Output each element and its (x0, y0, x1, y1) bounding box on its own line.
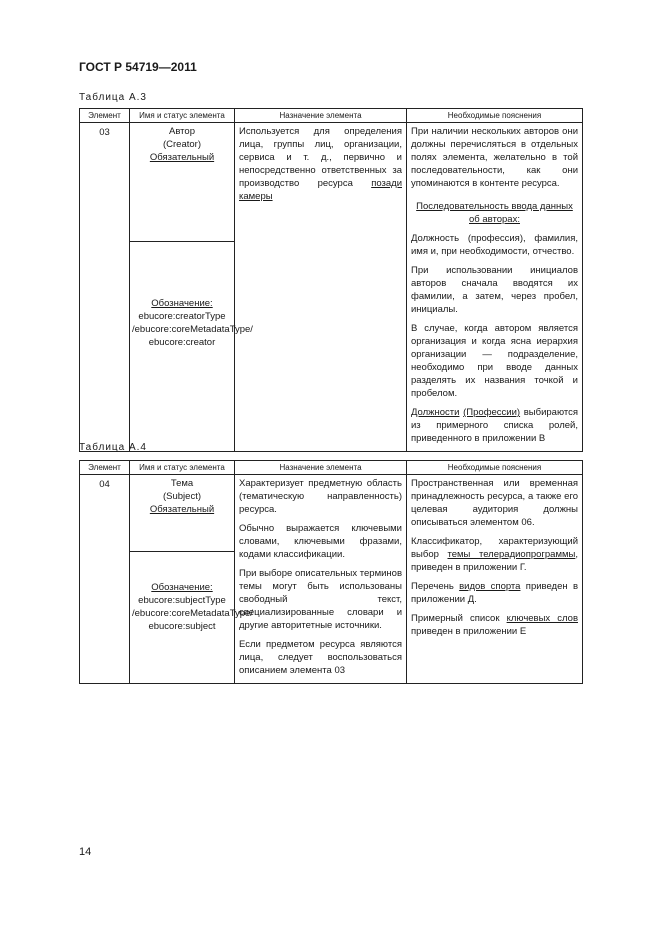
purpose-paragraph: Если предметом ресурса являются лица, следует воспользоваться описанием элемента 03 (239, 639, 402, 676)
name-box (130, 475, 234, 552)
table-a3 (79, 108, 583, 452)
purpose-text: Используется для определения лица, группы лиц, организации, сервиса и т. д., первично и непосредственно ответственных за производство ресурса (239, 126, 402, 189)
notes-cell (407, 475, 583, 684)
table-a4 (79, 460, 583, 684)
notes-paragraph: При наличии нескольких авторов они должны перечисляться в отдельных полях элемента, желательно в той последовательности, как они упоминаются в контенте ресурса. (411, 126, 578, 189)
notes-link: темы телерадиопрограммы (447, 549, 576, 560)
table-row (80, 123, 583, 285)
header-element: Элемент (80, 109, 130, 123)
element-status: Обязательный (149, 152, 215, 163)
element-number: 03 (80, 123, 130, 285)
element-name: Автор (169, 126, 195, 137)
designation-line: /ebucore:coreMetadataType/ (132, 324, 253, 335)
notes-text: приведен в приложении Д. (411, 581, 578, 605)
purpose-paragraph: Характеризует предметную область (тематическую направленность) ресурса. (239, 478, 402, 515)
notes-paragraph: Пространственная или временная принадлежность ресурса, а также его целевая аудитория должны описываться элементом 06. (411, 478, 578, 528)
designation-label: Обозначение: (151, 581, 213, 593)
notes-link: ключевых слов (506, 613, 578, 624)
notes-link: (Профессии) (463, 407, 521, 418)
designation-label: Обозначение: (151, 298, 213, 309)
notes-paragraph: В случае, когда автором является организация и когда ясна иерархия организации — подразделение, необходимо при вводе данных разделять их названия точкой и пробелом. (411, 323, 578, 399)
notes-paragraph (407, 406, 582, 445)
header-purpose: Назначение элемента (235, 109, 407, 123)
notes-text: выбираются из примерного списка ролей, приведенного в приложении В (411, 407, 579, 444)
notes-paragraph (407, 612, 582, 638)
notes-heading: Последовательность ввода данных об авторах: (416, 201, 573, 225)
designation-line: ebucore:subject (148, 620, 216, 632)
notes-text: Классификатор, характеризующий выбор (411, 536, 578, 560)
element-status: Обязательный (149, 504, 215, 515)
notes-paragraph (407, 535, 582, 574)
element-name: Тема (170, 478, 194, 489)
header-notes: Необходимые пояснения (407, 109, 583, 123)
notes-text: Примерный список (411, 613, 507, 624)
purpose-cell (235, 475, 407, 684)
purpose-cell (235, 123, 407, 452)
purpose-paragraph: При выборе описательных терминов темы могут быть использованы свободный текст, специализированные словари и другие авторитетные источники. (239, 568, 402, 631)
element-name-en: (Creator) (162, 139, 201, 150)
notes-cell (407, 123, 583, 452)
purpose-paragraph: Обычно выражается ключевыми словами, ключевыми фразами, кодами классификации. (239, 523, 402, 560)
purpose-link: позади камеры (239, 178, 402, 202)
header-name-status: Имя и статус элемента (130, 109, 235, 123)
table-header-row (80, 461, 583, 475)
table-row (80, 475, 583, 678)
designation-line: /ebucore:coreMetadataType/ (132, 607, 253, 619)
table-a4-caption: Таблица А.4 (79, 442, 147, 453)
page-number: 14 (79, 846, 92, 858)
notes-text: , приведен в приложении Г. (411, 549, 578, 573)
document-code: ГОСТ Р 54719—2011 (79, 60, 197, 74)
table-header-row (80, 109, 583, 123)
designation-line: ebucore:subjectType (138, 594, 226, 606)
designation-line: ebucore:creatorType (138, 311, 226, 322)
header-purpose: Назначение элемента (235, 461, 407, 475)
table-a3-caption: Таблица А.3 (79, 92, 147, 103)
notes-paragraph: Должность (профессия), фамилия, имя и, при необходимости, отчество. (411, 233, 578, 257)
name-box (130, 123, 234, 242)
name-status-cell (130, 475, 253, 684)
element-empty (80, 284, 130, 451)
notes-paragraph (407, 580, 582, 606)
notes-text: приведен в приложении Е (411, 626, 527, 637)
notes-link: видов спорта (459, 581, 521, 592)
notes-text: Перечень (411, 581, 460, 592)
element-number: 04 (80, 475, 130, 678)
header-element: Элемент (80, 461, 130, 475)
header-notes: Необходимые пояснения (407, 461, 583, 475)
designation-box (130, 242, 253, 404)
notes-paragraph: При использовании инициалов авторов сначала вводятся их фамилии, а затем, через пробел, инициалы. (411, 265, 578, 315)
element-name-en: (Subject) (162, 491, 201, 502)
designation-line: ebucore:creator (148, 337, 216, 348)
notes-link: Должности (411, 407, 460, 418)
element-empty (80, 678, 130, 684)
name-status-cell (130, 123, 253, 452)
header-name-status: Имя и статус элемента (130, 461, 235, 475)
designation-box (130, 552, 253, 661)
